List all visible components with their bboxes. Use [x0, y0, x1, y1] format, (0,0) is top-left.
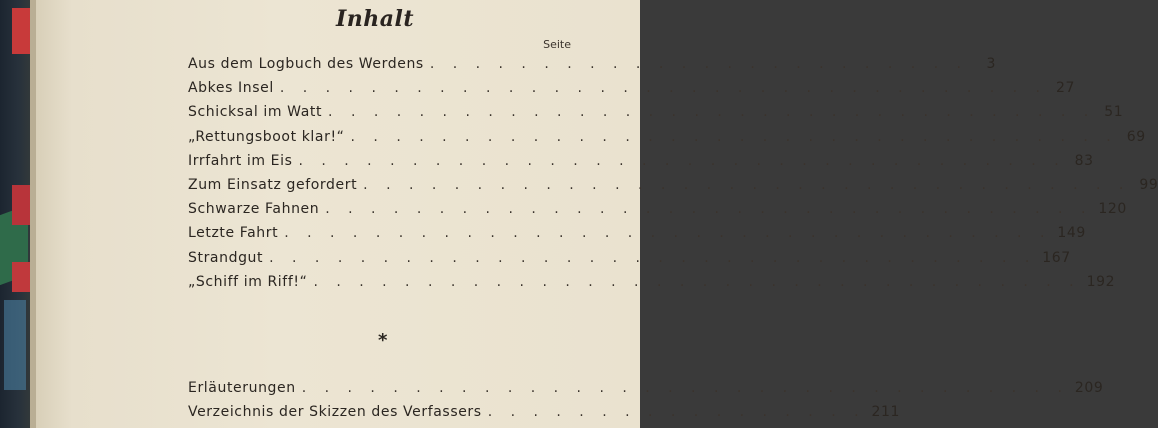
toc-entry-page: 167	[1042, 249, 1071, 266]
red-bookmark-tab	[12, 185, 32, 225]
toc-entry-title: Strandgut	[188, 249, 264, 266]
section-separator: *	[378, 330, 388, 351]
toc-entry-page: 149	[1057, 225, 1086, 242]
toc-entry-title: „Rettungsboot klar!“	[188, 128, 345, 145]
toc-entry-page: 51	[1104, 104, 1124, 121]
toc-entry	[188, 100, 1124, 124]
toc-entry	[188, 197, 1127, 221]
toc-entry-page: 69	[1126, 128, 1146, 145]
book-edge	[0, 0, 40, 428]
leader-dots: . . . . . . . . . . . . . . . . . . . . . . . . . . . . . . . . . .	[279, 80, 1048, 97]
toc-entry-page: 83	[1074, 152, 1094, 169]
leader-dots: . . . . . . . . . . . . . . . . . . . . . . . . . . . . . . . . . .	[325, 201, 1093, 218]
toc-entry-page: 211	[871, 404, 901, 421]
toc-entry-title: Schwarze Fahnen	[188, 201, 320, 218]
toc-entry-title: Abkes Insel	[188, 80, 274, 97]
toc-entry	[188, 76, 1076, 100]
toc-entry-title: Verzeichnis der Skizzen des Verfassers	[188, 404, 482, 421]
toc-entry-title: Aus dem Logbuch des Werdens	[188, 56, 424, 72]
leader-dots: . . . . . . . . . . . . . . . . . . . . . . . . . . . . . . . . . .	[350, 128, 1118, 145]
toc-entry	[188, 173, 1158, 197]
toc-entry-title: Letzte Fahrt	[188, 225, 279, 242]
page-title: Inhalt	[336, 6, 415, 32]
table-of-contents	[188, 52, 1158, 294]
toc-entry-title: „Schiff im Riff!“	[188, 273, 308, 290]
toc-entry	[188, 400, 901, 424]
leader-dots: . . . . . . . . . . . . . . . . . . . . . . . .	[429, 56, 968, 72]
leader-dots: . . . . . . . . . . . . . . . . . . . . . . . . . . . . . . . . . .	[298, 152, 1066, 169]
appendix-contents	[188, 376, 1104, 424]
red-bookmark-tab	[12, 8, 32, 54]
toc-entry	[188, 376, 1104, 400]
toc-entry-title: Zum Einsatz gefordert	[188, 176, 358, 193]
leader-dots: . . . . . . . . . . . . . . . . . . . . . . . . . . . . . . . . . .	[284, 225, 1052, 242]
toc-entry	[188, 52, 996, 76]
toc-entry-page: 27	[1056, 80, 1076, 97]
page-column-label: Seite	[543, 38, 571, 51]
red-bookmark-tab	[12, 262, 32, 292]
toc-entry	[188, 221, 1086, 245]
toc-entry-title: Irrfahrt im Eis	[188, 152, 293, 169]
toc-entry-title: Schicksal im Watt	[188, 104, 323, 121]
leader-dots: . . . . . . . . . . . . . . . . . . . . . . . . . . . . . . . . . .	[328, 104, 1096, 121]
leader-dots: . . . . . . . . . . . . . . . . . . . . . . . . . . . . . . . . . .	[269, 249, 1037, 266]
toc-entry-page: 192	[1086, 273, 1116, 290]
toc-entry-page: 209	[1074, 380, 1104, 396]
leader-dots: . . . . . . . . . . . . . . . . .	[487, 404, 866, 421]
toc-entry-page: 99	[1139, 176, 1158, 193]
toc-entry	[188, 246, 1071, 270]
toc-entry-title: Erläuterungen	[188, 380, 296, 396]
toc-entry-page: 120	[1098, 201, 1127, 218]
fabric-pattern	[4, 300, 26, 390]
leader-dots: . . . . . . . . . . . . . . . . . . . . . . . . . . . . . . . . . .	[301, 380, 1069, 396]
toc-entry	[188, 149, 1094, 173]
toc-entry-page: 3	[986, 56, 996, 72]
book-page	[36, 0, 1158, 428]
toc-entry	[188, 270, 1116, 294]
leader-dots: . . . . . . . . . . . . . . . . . . . . . . . . . . . . . . . . . .	[313, 273, 1081, 290]
toc-entry	[188, 125, 1146, 149]
leader-dots: . . . . . . . . . . . . . . . . . . . . . . . . . . . . . . . . . .	[363, 176, 1131, 193]
